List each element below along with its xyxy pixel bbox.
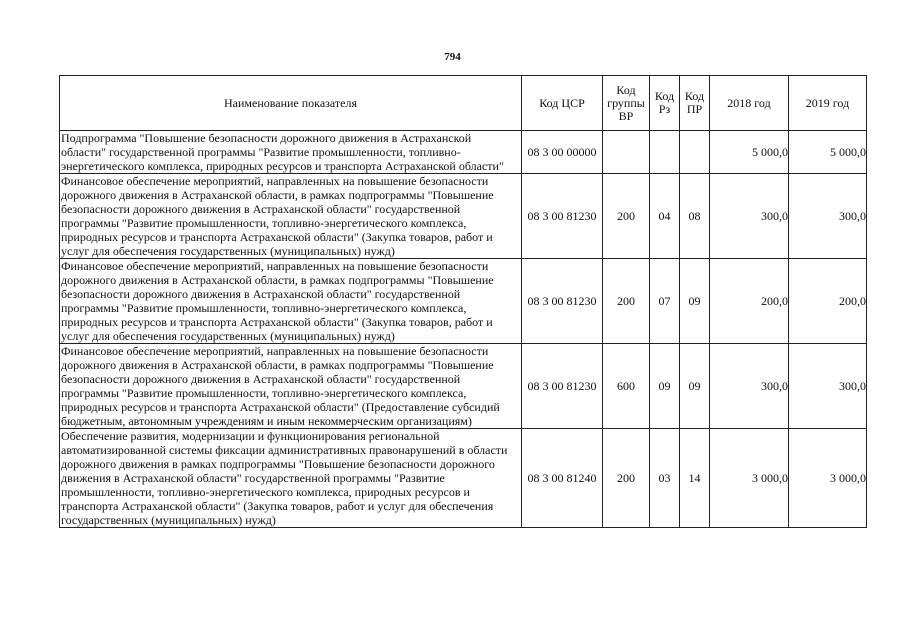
row-2019: 300,0 — [789, 344, 867, 429]
row-vr: 200 — [603, 259, 650, 344]
row-2018: 5 000,0 — [710, 131, 789, 174]
table-row — [60, 259, 867, 344]
header-vr: Код группы ВР — [603, 76, 650, 131]
row-pr: 08 — [680, 174, 710, 259]
header-2019: 2019 год — [789, 76, 867, 131]
row-vr — [603, 131, 650, 174]
row-2018: 200,0 — [710, 259, 789, 344]
row-vr: 200 — [603, 429, 650, 528]
row-name: Подпрограмма "Повышение безопасности дорожного движения в Астраханской области" государственной программы "Развитие промышленности, топливно-энергетического комплекса, природных ресурсов и транспорта Астраханской области" — [60, 131, 522, 174]
header-pr: Код ПР — [680, 76, 710, 131]
row-csr: 08 3 00 81230 — [522, 259, 603, 344]
row-2018: 3 000,0 — [710, 429, 789, 528]
row-csr: 08 3 00 81230 — [522, 344, 603, 429]
row-vr: 600 — [603, 344, 650, 429]
row-pr: 09 — [680, 259, 710, 344]
row-2019: 200,0 — [789, 259, 867, 344]
header-rz: Код Рз — [650, 76, 680, 131]
row-rz: 03 — [650, 429, 680, 528]
row-2019: 3 000,0 — [789, 429, 867, 528]
table-header-row — [60, 76, 867, 131]
row-name: Финансовое обеспечение мероприятий, направленных на повышение безопасности дорожного движения в Астраханской области, в рамках подпрограммы "Повышение безопасности дорожного движения в Астраханской области" государственной программы "Развитие промышленности, топливно-энергетического комплекса, природных ресурсов и транспорта Астраханской области" (Предоставление субсидий бюджетным, автономным учреждениям и иным некоммерческим организациям) — [60, 344, 522, 429]
row-csr: 08 3 00 81230 — [522, 174, 603, 259]
row-rz: 09 — [650, 344, 680, 429]
row-name: Обеспечение развития, модернизации и функционирования региональной автоматизированной системы фиксации административных правонарушений в области дорожного движения в рамках подпрограммы "Повышение безопасности дорожного движения в Астраханской области" государственной программы "Развитие промышленности, топливно-энергетического комплекса, природных ресурсов и транспорта Астраханской области" (Закупка товаров, работ и услуг для обеспечения государственных (муниципальных) нужд) — [60, 429, 522, 528]
row-name: Финансовое обеспечение мероприятий, направленных на повышение безопасности дорожного движения в Астраханской области, в рамках подпрограммы "Повышение безопасности дорожного движения в Астраханской области" государственной программы "Развитие промышленности, топливно-энергетического комплекса, природных ресурсов и транспорта Астраханской области" (Закупка товаров, работ и услуг для обеспечения государственных (муниципальных) нужд) — [60, 174, 522, 259]
row-2018: 300,0 — [710, 344, 789, 429]
table-row — [60, 344, 867, 429]
row-pr: 14 — [680, 429, 710, 528]
row-2019: 300,0 — [789, 174, 867, 259]
header-2018: 2018 год — [710, 76, 789, 131]
budget-table — [59, 75, 867, 528]
row-2019: 5 000,0 — [789, 131, 867, 174]
page-number: 794 — [444, 51, 461, 63]
row-vr: 200 — [603, 174, 650, 259]
row-pr: 09 — [680, 344, 710, 429]
row-rz: 04 — [650, 174, 680, 259]
row-rz — [650, 131, 680, 174]
header-name: Наименование показателя — [60, 76, 522, 131]
table-row — [60, 174, 867, 259]
table-row — [60, 131, 867, 174]
row-csr: 08 3 00 00000 — [522, 131, 603, 174]
row-name: Финансовое обеспечение мероприятий, направленных на повышение безопасности дорожного движения в Астраханской области, в рамках подпрограммы "Повышение безопасности дорожного движения в Астраханской области" государственной программы "Развитие промышленности, топливно-энергетического комплекса, природных ресурсов и транспорта Астраханской области" (Закупка товаров, работ и услуг для обеспечения государственных (муниципальных) нужд) — [60, 259, 522, 344]
row-csr: 08 3 00 81240 — [522, 429, 603, 528]
row-rz: 07 — [650, 259, 680, 344]
row-2018: 300,0 — [710, 174, 789, 259]
row-pr — [680, 131, 710, 174]
table-row — [60, 429, 867, 528]
header-csr: Код ЦСР — [522, 76, 603, 131]
